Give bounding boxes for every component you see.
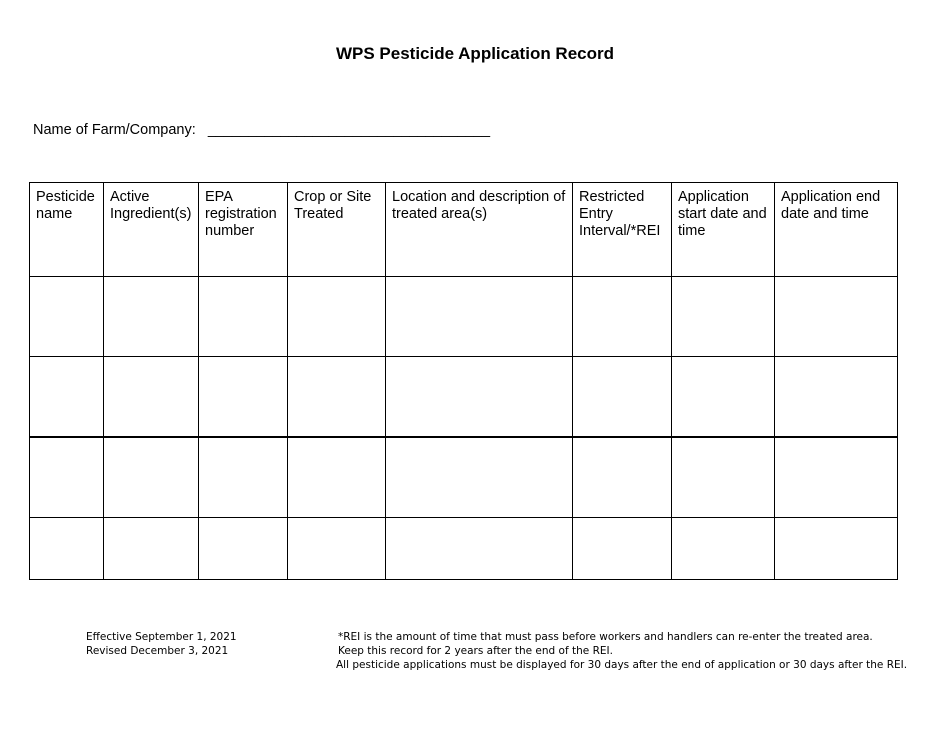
table-cell[interactable] xyxy=(386,437,573,518)
header-epa-registration-number: EPA registration number xyxy=(199,183,288,277)
farm-name-field[interactable]: ___________________________________ xyxy=(207,122,491,138)
table-cell[interactable] xyxy=(288,437,386,518)
table-cell[interactable] xyxy=(30,277,104,357)
application-record-table xyxy=(29,182,898,580)
table-cell[interactable] xyxy=(199,357,288,438)
table-cell[interactable] xyxy=(573,357,672,438)
table-cell[interactable] xyxy=(288,518,386,580)
farm-name-label: Name of Farm/Company: xyxy=(33,122,196,138)
page-title: WPS Pesticide Application Record xyxy=(335,44,615,63)
table-cell[interactable] xyxy=(288,357,386,438)
table-cell[interactable] xyxy=(30,437,104,518)
table-cell[interactable] xyxy=(775,357,898,438)
table-cell[interactable] xyxy=(672,357,775,438)
revision-info xyxy=(86,630,237,658)
rei-definition-note: *REI is the amount of time that must pass before workers and handlers can re-enter the treated area. xyxy=(338,631,873,643)
table-row xyxy=(30,437,898,518)
table-cell[interactable] xyxy=(775,277,898,357)
table-cell[interactable] xyxy=(573,518,672,580)
table-cell[interactable] xyxy=(104,518,199,580)
table-row xyxy=(30,357,898,438)
table-cell[interactable] xyxy=(775,518,898,580)
footer-notes xyxy=(336,630,907,672)
table-cell[interactable] xyxy=(288,277,386,357)
table-cell[interactable] xyxy=(573,437,672,518)
header-restricted-entry-interval: Restricted Entry Interval/*REI xyxy=(573,183,672,277)
table-cell[interactable] xyxy=(386,277,573,357)
header-application-end: Application end date and time xyxy=(775,183,898,277)
header-application-start: Application start date and time xyxy=(672,183,775,277)
header-row xyxy=(30,183,898,277)
table-row xyxy=(30,518,898,580)
header-pesticide-name: Pesticide name xyxy=(30,183,104,277)
header-active-ingredients: Active Ingredient(s) xyxy=(104,183,199,277)
table-cell[interactable] xyxy=(199,518,288,580)
table-cell[interactable] xyxy=(672,277,775,357)
table-row xyxy=(30,277,898,357)
header-crop-or-site: Crop or Site Treated xyxy=(288,183,386,277)
table-cell[interactable] xyxy=(199,277,288,357)
table-cell[interactable] xyxy=(30,518,104,580)
table-cell[interactable] xyxy=(104,277,199,357)
table-cell[interactable] xyxy=(672,437,775,518)
table-cell[interactable] xyxy=(775,437,898,518)
display-requirement-note: All pesticide applications must be displayed for 30 days after the end of application or 30 days after the REI. xyxy=(336,659,908,671)
revised-date: Revised December 3, 2021 xyxy=(86,645,229,657)
farm-name-line xyxy=(33,122,490,138)
table-cell[interactable] xyxy=(672,518,775,580)
table-cell[interactable] xyxy=(199,437,288,518)
table-cell[interactable] xyxy=(386,357,573,438)
table-cell[interactable] xyxy=(104,357,199,438)
table-cell[interactable] xyxy=(30,357,104,438)
effective-date: Effective September 1, 2021 xyxy=(86,631,237,643)
table-cell[interactable] xyxy=(573,277,672,357)
header-location-description: Location and description of treated area(s) xyxy=(386,183,573,277)
table-cell[interactable] xyxy=(386,518,573,580)
retention-note: Keep this record for 2 years after the end of the REI. xyxy=(338,645,613,657)
table-cell[interactable] xyxy=(104,437,199,518)
